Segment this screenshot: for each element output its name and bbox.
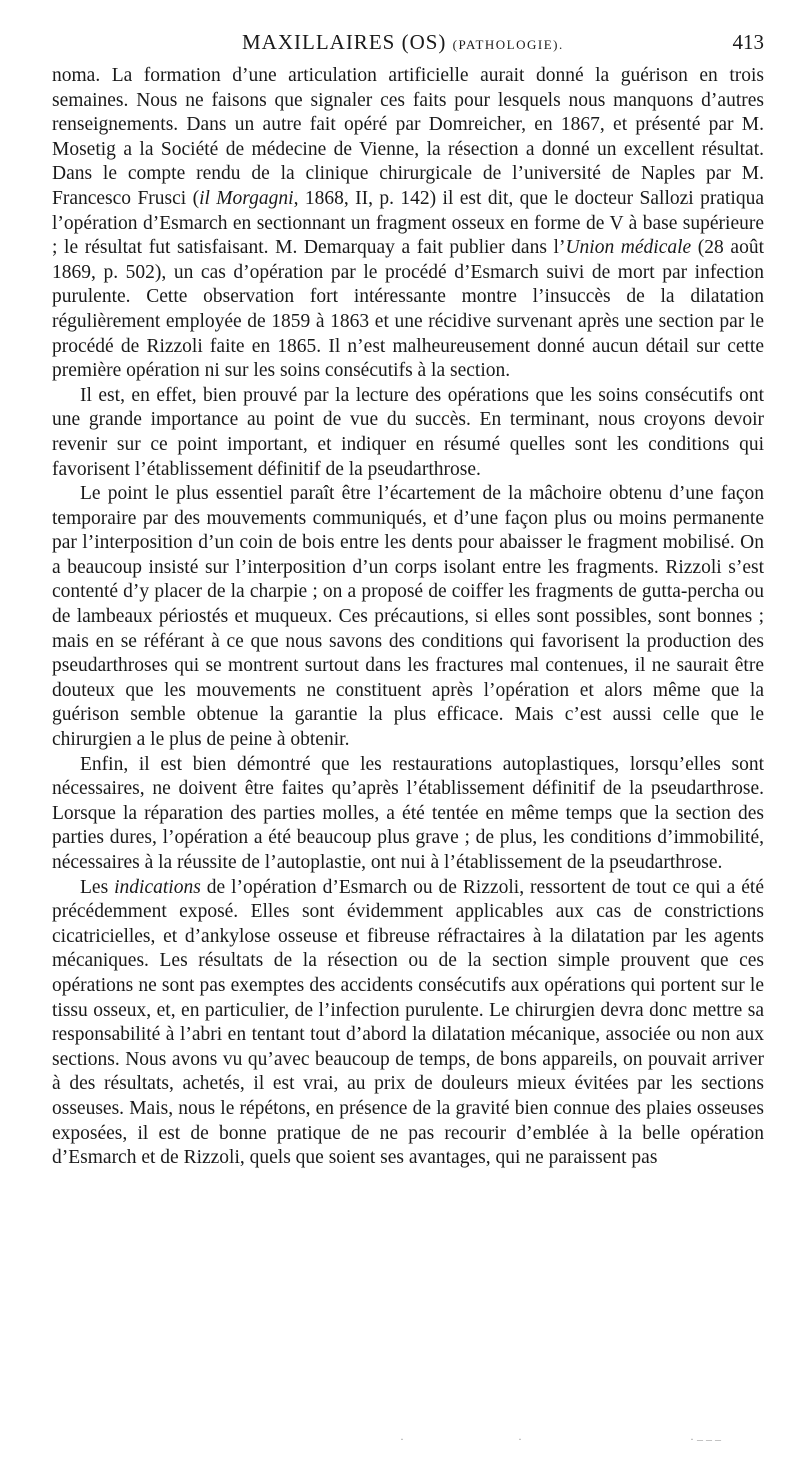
paragraph-5-text-a: Les xyxy=(80,876,115,898)
footer-mark-left: · xyxy=(400,1432,404,1446)
footer-mark-right: · – – – xyxy=(690,1432,721,1446)
paragraph-5 xyxy=(52,876,764,1171)
running-head xyxy=(52,24,764,64)
indications-term: indications xyxy=(114,876,201,898)
running-head-title xyxy=(242,30,564,55)
page-number: 413 xyxy=(732,30,764,54)
paragraph-1-text-b: , 1868, II, p. 142) il est dit, que le docteur Sallozi pratiqua l’opération d’Esmarch en sectionnant un fragment osseux en forme de V à base supérieure ; le résultat fut satisfaisant. M. Demarquay a fait publier dans l’ xyxy=(52,187,764,259)
paragraph-3: Le point le plus essentiel paraît être l’écartement de la mâchoire obtenu d’une façon temporaire par des mouvements communiqués, et d’une façon plus ou moins permanente par l’interposition d’un coin de bois entre les dents pour abaisser le fragment mobilisé. On a beaucoup insisté sur l’interposition d’un corps isolant entre les fragments. Rizzoli s’est contenté d’y placer de la charpie ; on a proposé de coiffer les fragments de gutta-percha ou de lambeaux périostés et muqueux. Ces précautions, si elles sont possibles, sont bonnes ; mais en se référant à ce que nous savons des conditions qui favorisent la production des pseudarthroses qui se montrent surtout dans les fractures mal contenues, il ne saurait être douteux que les mouvements ne constituent après l’opération et alors même que la guérison semble obtenue la garantie la plus efficace. Mais c’est aussi celle que le chirurgien a le plus de peine à obtenir. xyxy=(52,483,764,751)
paragraph-4: Enfin, il est bien démontré que les restaurations autoplastiques, lorsqu’elles sont nécessaires, ne doivent être faites qu’après l’établissement définitif de la pseudarthrose. Lorsque la réparation des parties molles, a été tentée en même temps que la section des parties dures, l’opération a été beaucoup plus grave ; de plus, les conditions d’immobilité, nécessaires à la réussite de l’autoplastie, ont nui à l’établissement de la pseudarthrose. xyxy=(52,753,764,873)
book-page xyxy=(52,24,764,1171)
paragraph-1 xyxy=(52,64,764,384)
running-head-main: MAXILLAIRES (OS) xyxy=(242,30,447,54)
paragraph-2: Il est, en effet, bien prouvé par la lecture des opérations que les soins consécutifs ont une grande importance au point de vue du succès. En terminant, nous croyons devoir revenir sur ce point important, et indiquer en résumé quelles sont les conditions qui favorisent l’établissement définitif de la pseudarthrose. xyxy=(52,384,764,480)
footer-mark-mid: · xyxy=(518,1432,522,1446)
journal-title-union-medicale: Union médicale xyxy=(565,237,692,259)
footer-marks xyxy=(0,1432,800,1452)
paragraph-1-text-a: noma. La formation d’une articulation artificielle aurait donné la guérison en trois semaines. Nous ne faisons que signaler ces faits pour lesquels nous manquons d’autres renseignements. Dans un autre fait opéré par Domreicher, en 1867, et présenté par M. Mosetig a la Société de médecine de Vienne, la résection a donné un excellent résultat. Dans le compte rendu de la clinique chirurgicale de l’université de Naples par M. Francesco Frusci ( xyxy=(52,65,764,209)
running-head-subtitle: (PATHOLOGIE). xyxy=(452,37,564,52)
journal-title-morgagni: il Morgagni xyxy=(199,187,294,209)
paragraph-1-text-c: (28 août 1869, p. 502), un cas d’opération par le procédé d’Esmarch suivi de mort par infection purulente. Cette observation fort intéressante montre l’insuccès de la dilatation régulièrement employée de 1859 à 1863 et une récidive survenant après une section par le procédé de Rizzoli faite en 1865. Il n’est malheureusement donné aucun détail sur cette première opération ni sur les soins consécutifs à la section. xyxy=(52,237,764,382)
paragraph-5-text-b: de l’opération d’Esmarch ou de Rizzoli, ressortent de tout ce qui a été précédemment exposé. Elles sont évidemment applicables aux cas de constrictions cicatricielles, et d’ankylose osseuse et fibreuse réfractaires à la dilatation par les agents mécaniques. Les résultats de la résection ou de la section simple prouvent que ces opérations ne sont pas exemptes des accidents consécutifs aux opérations qui portent sur le tissu osseux, et, en particulier, de l’infection purulente. Le chirurgien devra donc mettre sa responsabilité à l’abri en tentant tout d’abord la dilatation mécanique, associée ou non aux sections. Nous avons vu qu’avec beaucoup de temps, de bons appareils, on pouvait arriver à des résultats, achetés, il est vrai, au prix de douleurs mieux évitées par les sections osseuses. Mais, nous le répétons, en présence de la gravité bien connue des plaies osseuses exposées, il est de bonne pratique de ne pas recourir d’emblée à la belle opération d’Esmarch et de Rizzoli, quels que soient ses avantages, qui ne paraissent pas xyxy=(52,876,764,1169)
body-text xyxy=(52,64,764,1171)
